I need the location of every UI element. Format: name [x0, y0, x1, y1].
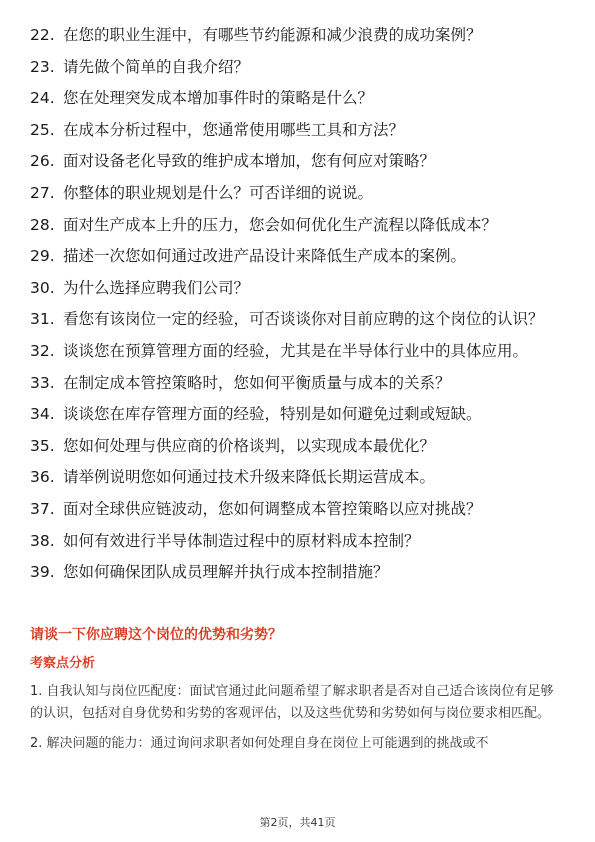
question-number: 26. — [30, 152, 55, 171]
question-text: 在成本分析过程中，您通常使用哪些工具和方法？ — [63, 120, 405, 139]
question-item — [30, 182, 570, 204]
question-number: 23. — [30, 57, 55, 76]
question-number: 35. — [30, 436, 55, 455]
question-number: 29. — [30, 247, 55, 266]
question-item — [30, 530, 570, 552]
question-text: 如何有效进行半导体制造过程中的原材料成本控制？ — [63, 531, 420, 550]
question-text: 您如何处理与供应商的价格谈判，以实现成本最优化？ — [63, 436, 436, 455]
question-number: 28. — [30, 215, 55, 234]
question-number: 34. — [30, 405, 55, 424]
question-item — [30, 87, 570, 109]
question-item — [30, 372, 570, 394]
question-number: 30. — [30, 278, 55, 297]
question-item — [30, 498, 570, 520]
question-number: 38. — [30, 531, 55, 550]
question-number: 39. — [30, 563, 55, 582]
question-text: 面对设备老化导致的维护成本增加，您有何应对策略？ — [63, 152, 436, 171]
question-item — [30, 308, 570, 330]
question-item — [30, 245, 570, 267]
question-item — [30, 435, 570, 457]
question-number: 36. — [30, 468, 55, 487]
question-text: 您在处理突发成本增加事件时的策略是什么？ — [63, 89, 374, 108]
analysis-section — [30, 625, 565, 763]
question-number: 37. — [30, 499, 55, 518]
question-text: 在制定成本管控策略时，您如何平衡质量与成本的关系？ — [63, 373, 451, 392]
section-title: 请谈一下你应聘这个岗位的优势和劣势？ — [30, 627, 282, 643]
question-text: 面对全球供应链波动，您如何调整成本管控策略以应对挑战？ — [63, 499, 482, 518]
question-text: 谈谈您在预算管理方面的经验，尤其是在半导体行业中的具体应用。 — [63, 341, 529, 360]
question-number: 27. — [30, 183, 55, 202]
question-item — [30, 24, 570, 46]
question-item — [30, 150, 570, 172]
question-text: 面对生产成本上升的压力，您会如何优化生产流程以降低成本？ — [63, 215, 498, 234]
question-number: 33. — [30, 373, 55, 392]
question-item — [30, 466, 570, 488]
question-item — [30, 119, 570, 141]
question-item — [30, 340, 570, 362]
question-item — [30, 56, 570, 78]
question-text: 谈谈您在库存管理方面的经验，特别是如何避免过剩或短缺。 — [63, 405, 482, 424]
question-text: 你整体的职业规划是什么？可否详细的说说。 — [63, 183, 374, 202]
question-item — [30, 214, 570, 236]
question-number: 25. — [30, 120, 55, 139]
question-text: 描述一次您如何通过改进产品设计来降低生产成本的案例。 — [63, 247, 467, 266]
question-text: 您如何确保团队成员理解并执行成本控制措施？ — [63, 563, 389, 582]
analysis-body — [30, 681, 565, 755]
section-subtitle: 考察点分析 — [30, 656, 96, 671]
question-number: 32. — [30, 341, 55, 360]
analysis-paragraph: 1. 自我认知与岗位匹配度：面试官通过此问题希望了解求职者是否对自己适合该岗位有足够的认识，包括对自身优势和劣势的客观评估，以及这些优势和劣势如何与岗位要求相匹配。 — [30, 684, 554, 721]
question-number: 22. — [30, 26, 55, 44]
question-text: 为什么选择应聘我们公司？ — [63, 278, 250, 297]
page-footer: 第2页，共41页 — [259, 816, 336, 829]
analysis-paragraph: 2. 解决问题的能力：通过询问求职者如何处理自身在岗位上可能遇到的挑战或不 — [30, 736, 489, 751]
question-list — [30, 24, 570, 593]
question-item — [30, 561, 570, 583]
question-text: 在您的职业生涯中，有哪些节约能源和减少浪费的成功案例？ — [63, 26, 482, 44]
question-number: 24. — [30, 89, 55, 108]
question-item — [30, 277, 570, 299]
question-text: 请先做个简单的自我介绍？ — [63, 57, 250, 76]
question-text: 请举例说明您如何通过技术升级来降低长期运营成本。 — [63, 468, 436, 487]
question-number: 31. — [30, 310, 55, 329]
question-item — [30, 403, 570, 425]
question-text: 看您有该岗位一定的经验，可否谈谈你对目前应聘的这个岗位的认识？ — [63, 310, 544, 329]
